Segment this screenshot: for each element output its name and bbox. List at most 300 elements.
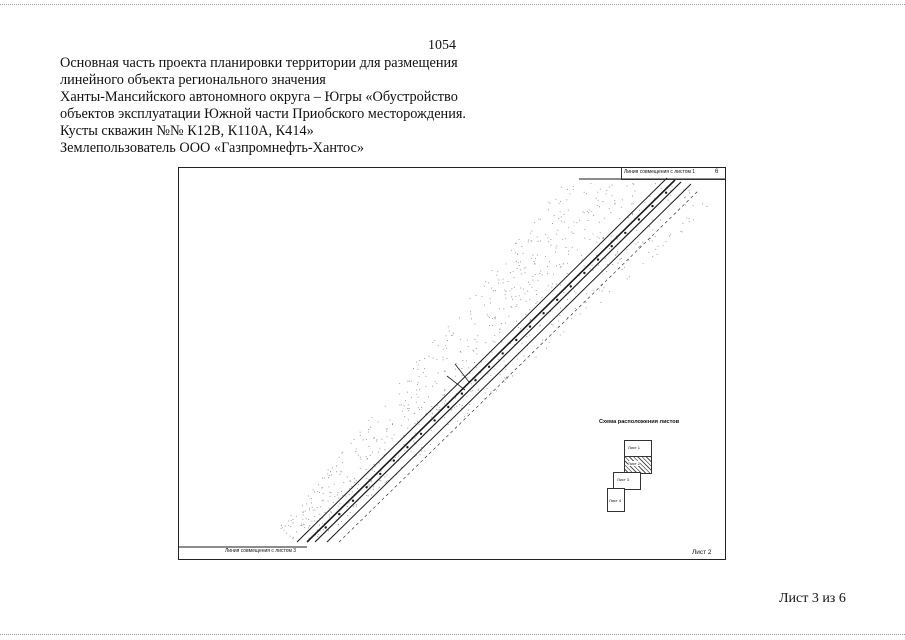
stipple-dot — [313, 510, 314, 511]
stipple-dot — [514, 287, 515, 288]
stipple-dot — [302, 505, 303, 506]
stipple-dot — [586, 293, 587, 294]
stipple-dot — [402, 411, 403, 412]
stipple-dot — [338, 506, 339, 507]
stipple-dot — [301, 525, 302, 526]
scan-bottom-edge — [0, 634, 905, 637]
stipple-dot — [529, 284, 530, 285]
stipple-dot — [592, 265, 593, 266]
stipple-dot — [378, 452, 379, 453]
stipple-dot — [340, 471, 341, 472]
stipple-dot — [455, 376, 456, 377]
stipple-dot — [615, 255, 616, 256]
stipple-dot — [311, 503, 312, 504]
stipple-dot — [590, 268, 591, 269]
stipple-dot — [490, 298, 491, 299]
stipple-dot — [357, 488, 358, 489]
stipple-dot — [617, 253, 618, 254]
stipple-dot — [536, 357, 537, 358]
stipple-dot — [292, 538, 293, 539]
stipple-dot — [328, 477, 329, 478]
stipple-dot — [517, 359, 518, 360]
stipple-dot — [398, 456, 399, 457]
stipple-dot — [500, 329, 501, 330]
stipple-dot — [446, 358, 447, 359]
stipple-dot — [442, 357, 443, 358]
stipple-dot — [358, 455, 359, 456]
stipple-dot — [560, 308, 561, 309]
stipple-dot — [361, 459, 362, 460]
stipple-dot — [322, 478, 323, 479]
pipeline-marker — [611, 245, 613, 247]
stipple-dot — [576, 222, 577, 223]
stipple-dot — [366, 439, 367, 440]
stipple-dot — [438, 373, 439, 374]
stipple-dot — [385, 406, 386, 407]
stipple-dot — [443, 349, 444, 350]
stipple-dot — [443, 359, 444, 360]
stipple-dot — [587, 211, 588, 212]
stipple-dot — [308, 496, 309, 497]
pipeline-marker — [338, 513, 340, 515]
stipple-dot — [619, 218, 620, 219]
stipple-dot — [685, 205, 686, 206]
stipple-dot — [411, 381, 412, 382]
stipple-dot — [419, 409, 420, 410]
stipple-dot — [565, 238, 566, 239]
stipple-dot — [477, 353, 478, 354]
stipple-dot — [584, 192, 585, 193]
stipple-dot — [573, 189, 574, 190]
stipple-dot — [476, 348, 477, 349]
stipple-dot — [418, 365, 419, 366]
stipple-dot — [568, 251, 569, 252]
stipple-dot — [545, 256, 546, 257]
pipeline-marker — [365, 486, 367, 488]
pipeline-marker — [502, 352, 504, 354]
stipple-dot — [436, 409, 437, 410]
stipple-dot — [557, 230, 558, 231]
stipple-dot — [609, 248, 610, 249]
stipple-dot — [551, 287, 552, 288]
stipple-dot — [284, 530, 285, 531]
stipple-dot — [424, 358, 425, 359]
stipple-dot — [432, 413, 433, 414]
stipple-dot — [482, 296, 483, 297]
stipple-dot — [602, 291, 603, 292]
stipple-dot — [531, 231, 532, 232]
plan-drawing — [178, 167, 726, 560]
stipple-dot — [536, 303, 537, 304]
stipple-dot — [655, 236, 656, 237]
stipple-dot — [328, 487, 329, 488]
stipple-dot — [487, 388, 488, 389]
stipple-dot — [309, 538, 310, 539]
stipple-dot — [429, 356, 430, 357]
stipple-dot — [666, 241, 667, 242]
stipple-dot — [416, 390, 417, 391]
stipple-dot — [462, 375, 463, 376]
stipple-dot — [401, 405, 402, 406]
stipple-dot — [451, 335, 452, 336]
stipple-dot — [409, 408, 410, 409]
stipple-dot — [366, 469, 367, 470]
sheet-counter: Лист 3 из 6 — [779, 591, 846, 606]
stipple-dot — [534, 261, 535, 262]
stipple-dot — [658, 246, 659, 247]
stipple-dot — [542, 274, 543, 275]
stipple-dot — [586, 193, 587, 194]
stipple-dot — [407, 408, 408, 409]
stipple-dot — [452, 335, 453, 336]
stipple-dot — [516, 243, 517, 244]
stipple-dot — [560, 201, 561, 202]
stipple-dot — [428, 397, 429, 398]
stipple-dot — [488, 374, 489, 375]
stipple-dot — [370, 427, 371, 428]
stipple-dot — [583, 211, 584, 212]
stipple-dot — [495, 318, 496, 319]
pipeline-marker — [393, 459, 395, 461]
stipple-dot — [670, 234, 671, 235]
stipple-dot — [376, 441, 377, 442]
stipple-dot — [368, 429, 369, 430]
stipple-dot — [355, 451, 356, 452]
stipple-dot — [349, 481, 350, 482]
stipple-dot — [469, 298, 470, 299]
stipple-dot — [628, 217, 629, 218]
stipple-dot — [347, 477, 348, 478]
stipple-dot — [534, 264, 535, 265]
stipple-dot — [498, 359, 499, 360]
stipple-dot — [532, 255, 533, 256]
stipple-dot — [638, 247, 639, 248]
stipple-dot — [404, 416, 405, 417]
stipple-dot — [405, 400, 406, 401]
stipple-dot — [560, 315, 561, 316]
stipple-dot — [386, 429, 387, 430]
pipeline-marker — [379, 473, 381, 475]
terrain-stipple — [281, 183, 708, 539]
stipple-dot — [495, 290, 496, 291]
stipple-dot — [338, 498, 339, 499]
pipeline-marker — [624, 232, 626, 234]
stipple-dot — [356, 506, 357, 507]
stipple-dot — [498, 283, 499, 284]
stipple-dot — [598, 265, 599, 266]
stipple-dot — [329, 492, 330, 493]
stipple-dot — [495, 369, 496, 370]
stipple-dot — [328, 501, 329, 502]
stipple-dot — [515, 296, 516, 297]
stipple-dot — [419, 376, 420, 377]
stipple-dot — [459, 404, 460, 405]
stipple-dot — [556, 248, 557, 249]
pipeline-marker — [420, 433, 422, 435]
stipple-dot — [312, 521, 313, 522]
stipple-dot — [350, 512, 351, 513]
stipple-dot — [424, 402, 425, 403]
stipple-dot — [532, 287, 533, 288]
stipple-dot — [329, 508, 330, 509]
stipple-dot — [346, 496, 347, 497]
stipple-dot — [605, 258, 606, 259]
header-line: объектов эксплуатации Южной части Приобского месторождения. — [60, 106, 466, 122]
stipple-dot — [627, 249, 628, 250]
stipple-dot — [660, 220, 661, 221]
stipple-dot — [374, 438, 375, 439]
stipple-dot — [418, 397, 419, 398]
stipple-dot — [456, 363, 457, 364]
stipple-dot — [515, 252, 516, 253]
stipple-dot — [536, 290, 537, 291]
stipple-dot — [609, 208, 610, 209]
stipple-dot — [599, 206, 600, 207]
stipple-dot — [329, 475, 330, 476]
stipple-dot — [614, 200, 615, 201]
stipple-dot — [414, 423, 415, 424]
stipple-dot — [416, 402, 417, 403]
stipple-dot — [467, 340, 468, 341]
stipple-dot — [609, 291, 610, 292]
stipple-dot — [446, 348, 447, 349]
stipple-dot — [459, 318, 460, 319]
stipple-dot — [421, 447, 422, 448]
stipple-dot — [633, 183, 634, 184]
stipple-dot — [561, 187, 562, 188]
stipple-dot — [456, 406, 457, 407]
stipple-dot — [559, 203, 560, 204]
stipple-dot — [518, 327, 519, 328]
scheme-sheet-label: Лист 1 — [628, 445, 641, 450]
stipple-dot — [417, 421, 418, 422]
stipple-dot — [689, 190, 690, 191]
stipple-dot — [596, 198, 597, 199]
stipple-dot — [649, 240, 650, 241]
stipple-dot — [530, 233, 531, 234]
stipple-dot — [302, 519, 303, 520]
stipple-dot — [484, 286, 485, 287]
stipple-dot — [296, 532, 297, 533]
stipple-dot — [444, 394, 445, 395]
stipple-dot — [418, 407, 419, 408]
stipple-dot — [481, 362, 482, 363]
stipple-dot — [488, 316, 489, 317]
stipple-dot — [372, 470, 373, 471]
stipple-dot — [495, 317, 496, 318]
stipple-dot — [438, 345, 439, 346]
stipple-dot — [558, 321, 559, 322]
stipple-dot — [520, 269, 521, 270]
stipple-dot — [538, 280, 539, 281]
stipple-dot — [499, 332, 500, 333]
stipple-dot — [516, 306, 517, 307]
stipple-dot — [366, 456, 367, 457]
stipple-dot — [333, 502, 334, 503]
scan-top-edge — [0, 4, 905, 7]
stipple-dot — [347, 506, 348, 507]
pipeline-marker — [529, 325, 531, 327]
stipple-dot — [511, 250, 512, 251]
stipple-dot — [492, 318, 493, 319]
stipple-dot — [288, 521, 289, 522]
stipple-dot — [323, 500, 324, 501]
pipeline-marker — [597, 258, 599, 260]
stipple-dot — [476, 342, 477, 343]
stipple-dot — [373, 489, 374, 490]
stipple-dot — [437, 405, 438, 406]
stipple-dot — [489, 317, 490, 318]
scheme-sheet-label: Лист 2 — [628, 461, 641, 466]
stipple-dot — [436, 359, 437, 360]
stipple-dot — [574, 291, 575, 292]
stipple-dot — [582, 259, 583, 260]
stipple-dot — [454, 407, 455, 408]
stipple-dot — [468, 346, 469, 347]
stipple-dot — [540, 325, 541, 326]
stipple-dot — [413, 441, 414, 442]
stipple-dot — [293, 519, 294, 520]
stipple-dot — [314, 521, 315, 522]
stipple-dot — [380, 476, 381, 477]
stipple-dot — [433, 358, 434, 359]
stipple-dot — [550, 203, 551, 204]
stipple-dot — [606, 271, 607, 272]
match-line-top-box — [621, 168, 726, 180]
stipple-dot — [418, 382, 419, 383]
stipple-dot — [338, 492, 339, 493]
stipple-dot — [291, 520, 292, 521]
stipple-dot — [471, 318, 472, 319]
stipple-dot — [464, 416, 465, 417]
stipple-dot — [488, 282, 489, 283]
document-header — [60, 55, 490, 157]
stipple-dot — [566, 247, 567, 248]
stipple-dot — [650, 196, 651, 197]
stipple-dot — [314, 510, 315, 511]
stipple-dot — [652, 256, 653, 257]
stipple-dot — [505, 298, 506, 299]
stipple-dot — [368, 420, 369, 421]
stipple-dot — [642, 242, 643, 243]
stipple-dot — [669, 236, 670, 237]
stipple-dot — [563, 292, 564, 293]
stipple-dot — [601, 284, 602, 285]
stipple-dot — [291, 515, 292, 516]
stipple-dot — [349, 488, 350, 489]
stipple-dot — [303, 514, 304, 515]
stipple-dot — [353, 506, 354, 507]
stipple-dot — [593, 270, 594, 271]
stipple-dot — [496, 275, 497, 276]
stipple-dot — [661, 188, 662, 189]
stipple-dot — [317, 536, 318, 537]
stipple-dot — [318, 534, 319, 535]
stipple-dot — [392, 438, 393, 439]
stipple-dot — [448, 424, 449, 425]
stipple-dot — [638, 242, 639, 243]
stipple-dot — [597, 236, 598, 237]
stipple-dot — [313, 489, 314, 490]
stipple-dot — [537, 237, 538, 238]
stipple-dot — [302, 512, 303, 513]
stipple-dot — [573, 222, 574, 223]
stipple-dot — [379, 480, 380, 481]
stipple-dot — [530, 320, 531, 321]
header-line: Ханты-Мансийского автономного округа – Югры «Обустройство — [60, 89, 458, 105]
stipple-dot — [395, 457, 396, 458]
stipple-dot — [387, 475, 388, 476]
stipple-dot — [693, 205, 694, 206]
stipple-dot — [319, 514, 320, 515]
stipple-dot — [409, 381, 410, 382]
stipple-dot — [554, 215, 555, 216]
stipple-dot — [399, 383, 400, 384]
stipple-dot — [496, 391, 497, 392]
stipple-dot — [367, 486, 368, 487]
stipple-dot — [584, 229, 585, 230]
stipple-dot — [360, 468, 361, 469]
stipple-dot — [342, 462, 343, 463]
stipple-dot — [392, 423, 393, 424]
stipple-dot — [535, 258, 536, 259]
scheme-sheet-4 — [607, 488, 625, 512]
stipple-dot — [547, 266, 548, 267]
stipple-dot — [548, 285, 549, 286]
stipple-dot — [511, 306, 512, 307]
stipple-dot — [369, 485, 370, 486]
stipple-dot — [564, 214, 565, 215]
stipple-dot — [653, 229, 654, 230]
stipple-dot — [352, 491, 353, 492]
stipple-dot — [303, 524, 304, 525]
stipple-dot — [500, 374, 501, 375]
stipple-dot — [462, 360, 463, 361]
stipple-dot — [612, 264, 613, 265]
stipple-dot — [604, 218, 605, 219]
stipple-dot — [603, 238, 604, 239]
stipple-dot — [600, 232, 601, 233]
stipple-dot — [528, 282, 529, 283]
stipple-dot — [504, 361, 505, 362]
stipple-dot — [317, 530, 318, 531]
stipple-dot — [693, 219, 694, 220]
stipple-dot — [562, 239, 563, 240]
stipple-dot — [340, 503, 341, 504]
stipple-dot — [533, 280, 534, 281]
stipple-dot — [568, 254, 569, 255]
stipple-dot — [599, 238, 600, 239]
stipple-dot — [431, 430, 432, 431]
stipple-dot — [539, 273, 540, 274]
stipple-dot — [575, 308, 576, 309]
stipple-dot — [655, 249, 656, 250]
stipple-dot — [525, 267, 526, 268]
page-number: 1054 — [428, 38, 456, 53]
stipple-dot — [285, 526, 286, 527]
stipple-dot — [567, 189, 568, 190]
stipple-dot — [317, 507, 318, 508]
stipple-dot — [434, 340, 435, 341]
stipple-dot — [639, 246, 640, 247]
stipple-dot — [611, 236, 612, 237]
stipple-dot — [606, 190, 607, 191]
pipeline-marker — [433, 419, 435, 421]
stipple-dot — [503, 279, 504, 280]
stipple-dot — [461, 368, 462, 369]
stipple-dot — [445, 371, 446, 372]
stipple-dot — [424, 368, 425, 369]
